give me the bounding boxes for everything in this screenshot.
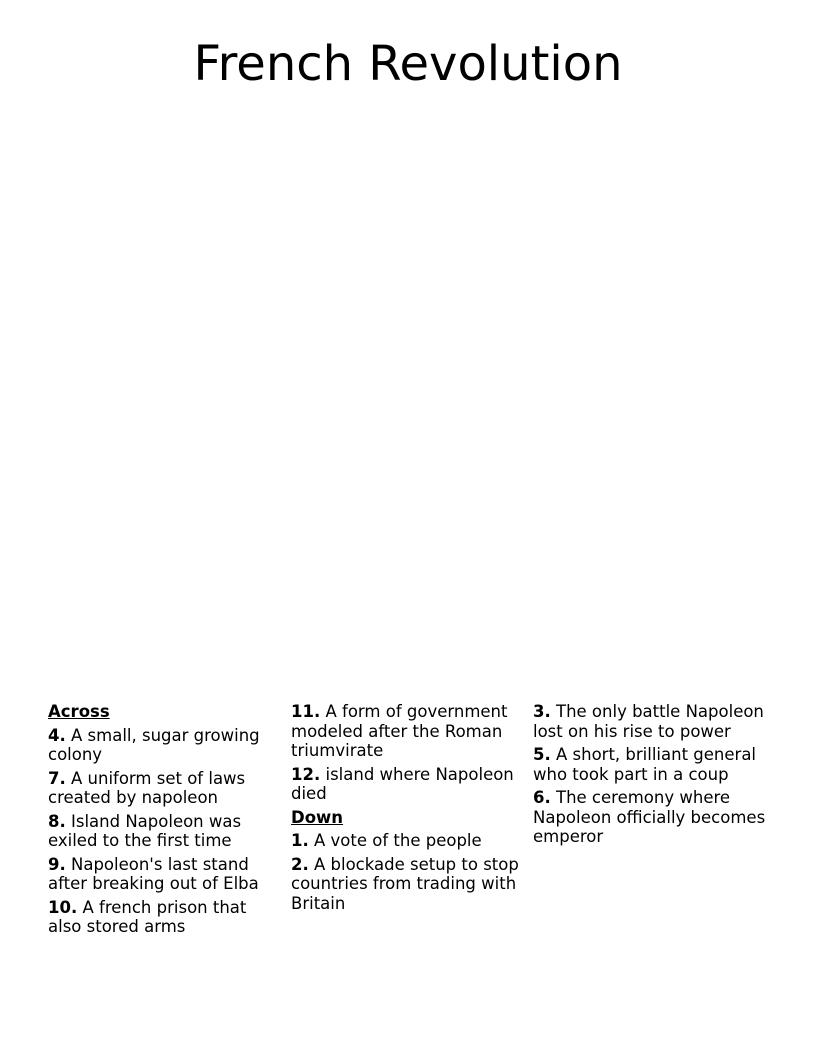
across-heading: Across [48,702,110,721]
clue-across-12: 12. island where Napoleon died [291,764,514,803]
clues-column-2 [291,702,527,917]
clues-column-3 [533,702,769,851]
clue-down-6: 6. The ceremony where Napoleon officially becomes emperor [533,788,766,846]
clue-across-11: 11. A form of government modeled after the Roman triumvirate [291,702,508,760]
clue-across-8: 8. Island Napoleon was exiled to the first time [48,811,242,850]
clue-across-10: 10. A french prison that also stored arms [48,897,247,936]
clue-down-1: 1. A vote of the people [291,831,482,850]
clues-column-1 [48,702,284,941]
clue-across-4: 4. A small, sugar growing colony [48,725,260,764]
clue-down-2: 2. A blockade setup to stop countries from trading with Britain [291,854,519,913]
clue-across-9: 9. Napoleon's last stand after breaking out of Elba [48,854,259,893]
clue-down-5: 5. A short, brilliant general who took part in a coup [533,745,757,784]
clue-down-3: 3. The only battle Napoleon lost on his rise to power [533,702,764,741]
clue-across-7: 7. A uniform set of laws created by napoleon [48,768,246,807]
down-heading: Down [291,807,344,827]
page-title: French Revolution [193,36,623,92]
